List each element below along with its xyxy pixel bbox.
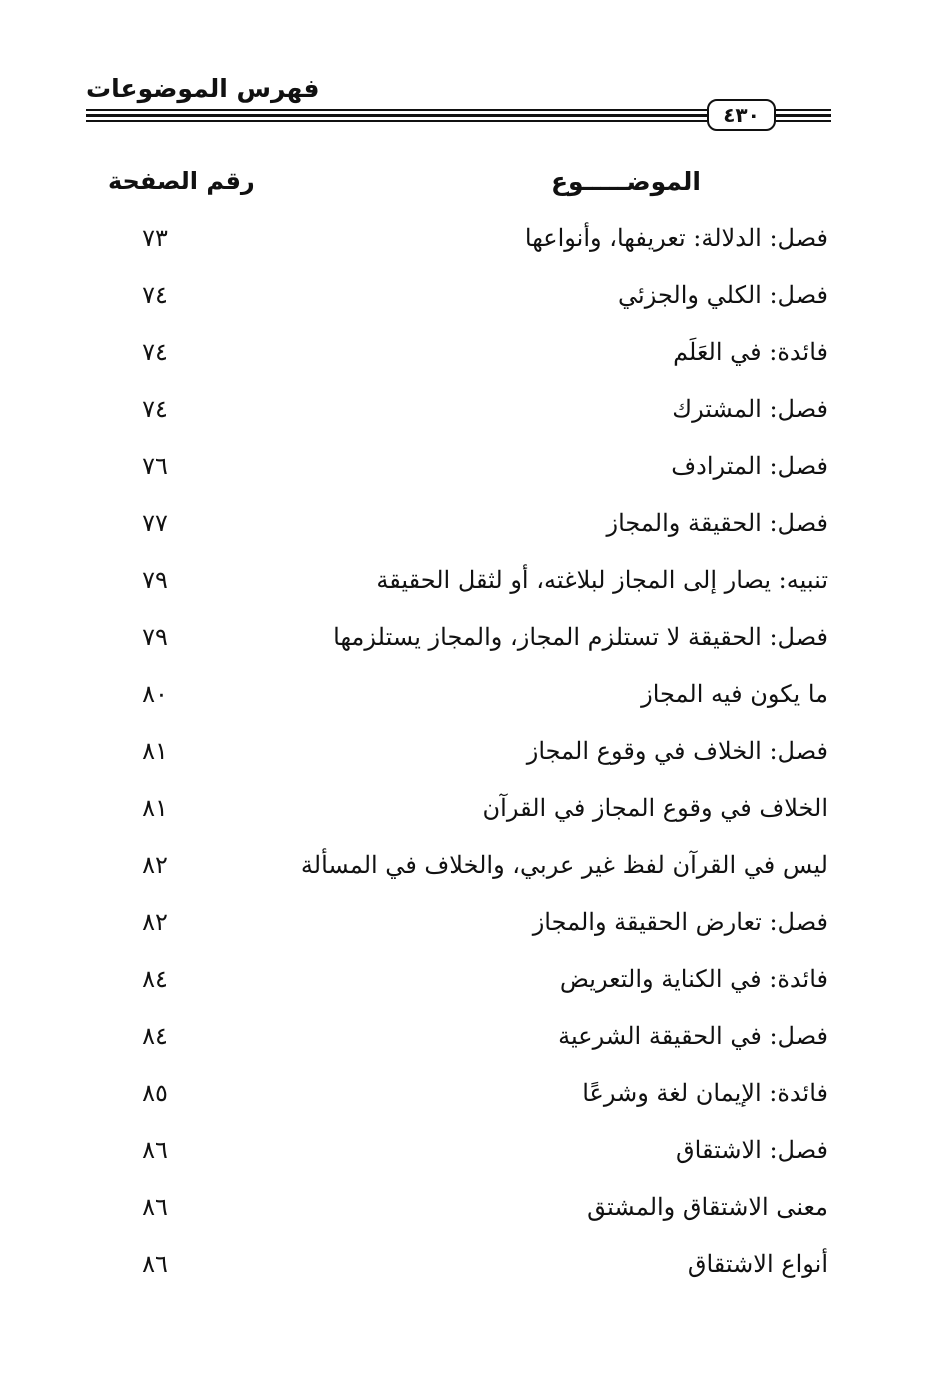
index-topic: فصل: الكلي والجزئي [618,281,828,309]
index-topic: ما يكون فيه المجاز [641,680,828,708]
index-page-number: ٧٩ [142,623,168,651]
header-rule [86,109,707,111]
index-row [0,1185,931,1242]
index-topic: فصل: الخلاف في وقوع المجاز [526,737,828,765]
index-page-number: ٨١ [142,737,168,765]
index-row [0,729,931,786]
index-topic: فصل: الدلالة: تعريفها، وأنواعها [524,224,828,252]
index-page-number: ٧٧ [142,509,168,537]
index-topic: فصل: الحقيقة لا تستلزم المجاز، والمجاز يستلزمها [333,623,828,651]
topic-column-header: الموضـــــوع [550,167,701,196]
index-row [0,501,931,558]
header-rule [776,114,831,117]
index-topic: فصل: المشترك [672,395,828,423]
index-topic: فائدة: في العَلَم [673,338,828,366]
index-topic: الخلاف في وقوع المجاز في القرآن [482,794,828,822]
index-page-number: ٨٠ [142,680,168,708]
index-topic: فصل: الاشتقاق [676,1136,828,1164]
index-page-number: ٧٦ [142,452,168,480]
index-topic: أنواع الاشتقاق [687,1250,828,1278]
index-row [0,444,931,501]
index-topic: ليس في القرآن لفظ غير عربي، والخلاف في المسألة [300,851,828,879]
index-row [0,786,931,843]
index-page-number: ٧٩ [142,566,168,594]
index-page-number: ٨٦ [142,1136,168,1164]
index-page-number: ٧٤ [142,281,168,309]
index-page-number: ٧٣ [142,224,168,252]
index-topic: فائدة: الإيمان لغة وشرعًا [582,1079,828,1107]
index-topic: فائدة: في الكناية والتعريض [559,965,828,993]
index-row [0,1071,931,1128]
index-row [0,843,931,900]
page-number: ٤٣٠ [707,99,776,131]
index-topic: فصل: تعارض الحقيقة والمجاز [532,908,828,936]
index-page-number: ٧٤ [142,395,168,423]
index-page-number: ٨٤ [142,965,168,993]
index-row [0,1242,931,1299]
header-rule [776,109,831,111]
index-page-number: ٨٢ [142,851,168,879]
index-row [0,900,931,957]
index-page-number: ٨١ [142,794,168,822]
index-page-number: ٧٤ [142,338,168,366]
index-row [0,273,931,330]
index-topic: فصل: في الحقيقة الشرعية [558,1022,828,1050]
index-row [0,615,931,672]
header-rule [776,120,831,122]
index-page-number: ٨٢ [142,908,168,936]
index-row [0,1128,931,1185]
index-page-number: ٨٦ [142,1193,168,1221]
header-title: فهرس الموضوعات [86,74,320,103]
index-table [0,216,931,1299]
index-row [0,330,931,387]
index-row [0,1014,931,1071]
index-topic: فصل: الحقيقة والمجاز [606,509,828,537]
header-rule [86,120,707,122]
index-topic: معنى الاشتقاق والمشتق [587,1193,828,1221]
index-row [0,672,931,729]
index-topic: فصل: المترادف [671,452,828,480]
index-page-number: ٨٥ [142,1079,168,1107]
index-page-number: ٨٤ [142,1022,168,1050]
index-row [0,558,931,615]
header-rule [86,114,707,117]
index-page-number: ٨٦ [142,1250,168,1278]
page-column-header: رقم الصفحة [108,167,255,195]
index-row [0,387,931,444]
index-topic: تنبيه: يصار إلى المجاز لبلاغته، أو لثقل الحقيقة [376,566,828,594]
index-row [0,216,931,273]
index-row [0,957,931,1014]
